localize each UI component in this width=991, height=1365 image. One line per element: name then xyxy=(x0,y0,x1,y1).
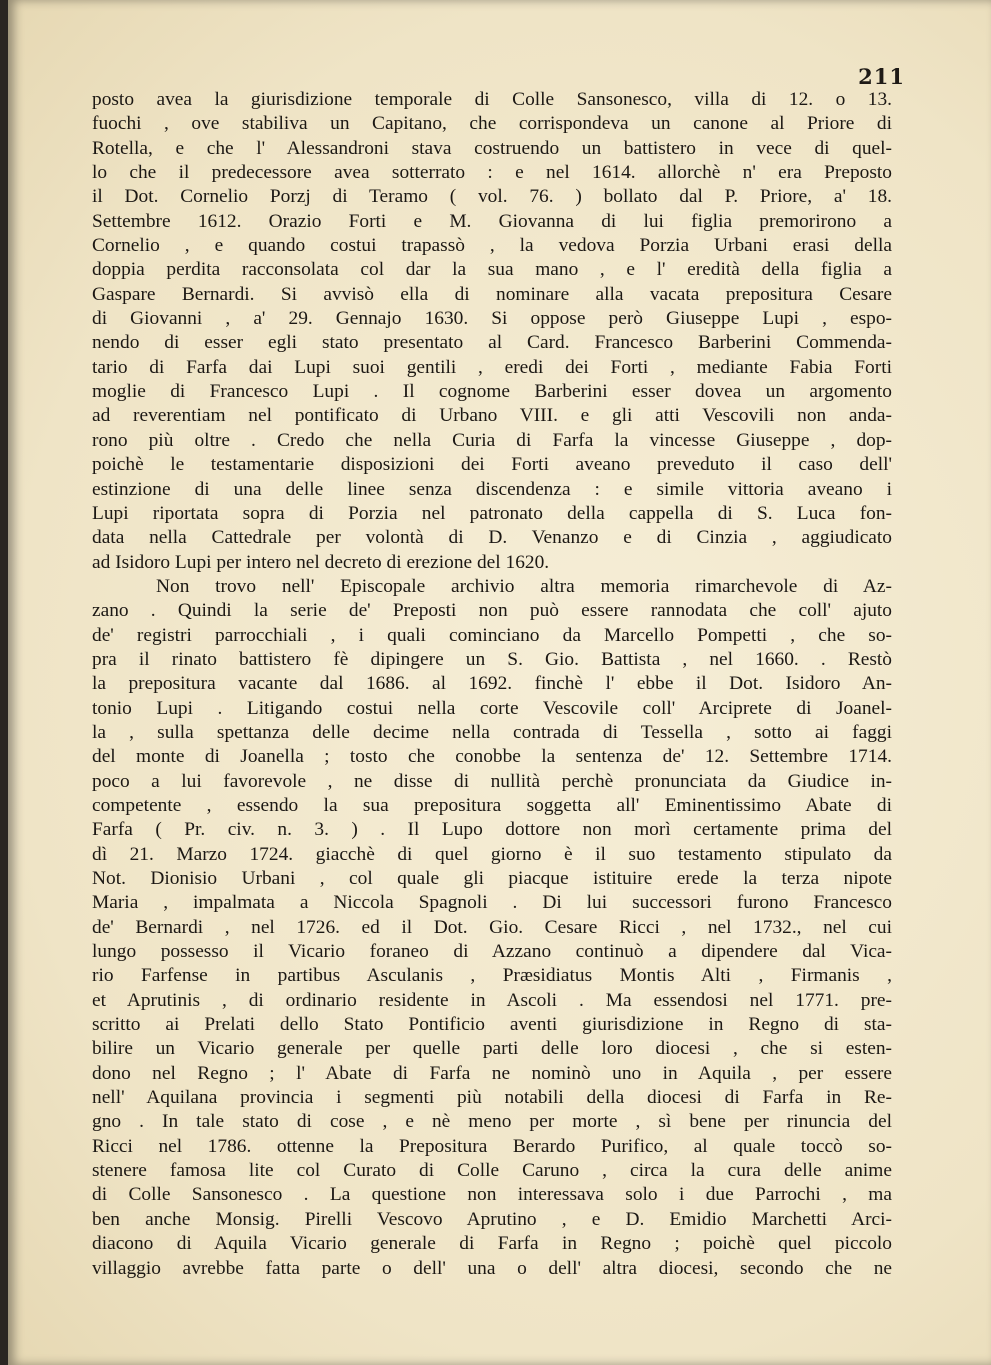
text-line: tario di Farfa dai Lupi suoi gentili , eredi dei Forti , mediante Fabia Forti xyxy=(92,356,892,378)
text-line: tonio Lupi . Litigando costui nella corte Vescovile coll' Arciprete di Joanel- xyxy=(92,697,892,719)
text-line: moglie di Francesco Lupi . Il cognome Barberini esser dovea un argomento xyxy=(92,381,892,403)
text-line: dì 21. Marzo 1724. giacchè di quel giorno è il suo testamento stipulato da xyxy=(92,843,892,865)
text-line: Gaspare Bernardi. Si avvisò ella di nominare alla vacata prepositura Cesare xyxy=(92,283,892,305)
text-line: lungo possesso il Vicario foraneo di Azzano continuò a dipendere dal Vica- xyxy=(92,941,892,963)
text-line: competente , essendo la sua prepositura soggetta all' Eminentissimo Abate di xyxy=(92,794,892,816)
text-line: posto avea la giurisdizione temporale di Colle Sansonesco, villa di 12. o 13. xyxy=(92,89,892,110)
text-line: ben anche Monsig. Pirelli Vescovo Aprutino , e D. Emidio Marchetti Arci- xyxy=(92,1208,892,1230)
paragraph xyxy=(92,575,892,1281)
text-line: rono più oltre . Credo che nella Curia di Farfa la vincesse Giuseppe , dop- xyxy=(92,429,892,451)
text-line: zano . Quindi la serie de' Preposti non può essere rannodata che coll' ajuto xyxy=(92,600,892,622)
text-line: de' Bernardi , nel 1726. ed il Dot. Gio. Cesare Ricci , nel 1732., nel cui xyxy=(92,916,892,938)
text-line: ad reverentiam nel pontificato di Urbano VIII. e gli atti Vescovili non anda- xyxy=(92,405,892,427)
text-line: gno . In tale stato di cose , e nè meno per morte , sì bene per rinuncia del xyxy=(92,1111,892,1133)
book-page xyxy=(8,0,991,1365)
text-line: nendo di esser egli stato presentato al Card. Francesco Barberini Commenda- xyxy=(92,332,892,354)
text-line: bilire un Vicario generale per quelle parti delle loro diocesi , che si esten- xyxy=(92,1038,892,1060)
text-line: Rotella, e che l' Alessandroni stava costruendo un battistero in vece di quel- xyxy=(92,137,892,159)
text-line: la prepositura vacante dal 1686. al 1692. finchè l' ebbe il Dot. Isidoro An- xyxy=(92,673,892,695)
text-line: stenere famosa lite col Curato di Colle Caruno , circa la cura delle anime xyxy=(92,1160,892,1182)
text-line: Lupi riportata sopra di Porzia nel patronato della cappella di S. Luca fon- xyxy=(92,502,892,524)
text-line: rio Farfense in partibus Asculanis , Præsidiatus Montis Alti , Firmanis , xyxy=(92,965,892,987)
text-line: et Aprutinis , di ordinario residente in Ascoli . Ma essendosi nel 1771. pre- xyxy=(92,989,892,1011)
text-line: data nella Cattedrale per volontà di D. Venanzo e di Cinzia , aggiudicato xyxy=(92,527,892,549)
text-line: Cornelio , e quando costui trapassò , la vedova Porzia Urbani erasi della xyxy=(92,235,892,257)
text-line: poichè le testamentarie disposizioni dei Forti aveano preveduto il caso dell' xyxy=(92,454,892,476)
text-line: doppia perdita racconsolata col dar la sua mano , e l' eredità della figlia a xyxy=(92,259,892,281)
text-line: Settembre 1612. Orazio Forti e M. Giovanna di lui figlia premorirono a xyxy=(92,210,892,232)
text-line: Maria , impalmata a Niccola Spagnoli . Di lui successori furono Francesco xyxy=(92,892,892,914)
text-line: di Giovanni , a' 29. Gennajo 1630. Si oppose però Giuseppe Lupi , espo- xyxy=(92,308,892,330)
text-line: il Dot. Cornelio Porzj di Teramo ( vol. 76. ) bollato dal P. Priore, a' 18. xyxy=(92,186,892,208)
text-line: Ricci nel 1786. ottenne la Prepositura Berardo Purifico, al quale toccò so- xyxy=(92,1135,892,1157)
text-line: fuochi , ove stabiliva un Capitano, che corrispondeva un canone al Priore di xyxy=(92,113,892,135)
text-line: estinzione di una delle linee senza discendenza : e simile vittoria aveano i xyxy=(92,478,892,500)
text-line: villaggio avrebbe fatta parte o dell' una o dell' altra diocesi, secondo che ne xyxy=(92,1257,892,1279)
page-number: 211 xyxy=(858,64,905,89)
text-line: ad Isidoro Lupi per intero nel decreto di erezione del 1620. xyxy=(92,551,550,573)
text-line: la , sulla spettanza delle decime nella contrada di Tessella , sotto ai faggi xyxy=(92,721,892,743)
text-line: de' registri parrocchiali , i quali cominciano da Marcello Pompetti , che so- xyxy=(92,624,892,646)
text-line: Non trovo nell' Episcopale archivio altra memoria rimarchevole di Az- xyxy=(156,575,892,597)
text-line: Farfa ( Pr. civ. n. 3. ) . Il Lupo dottore non morì certamente prima del xyxy=(92,819,892,841)
paragraph xyxy=(92,88,892,575)
text-line: poco a lui favorevole , ne disse di nullità perchè pronunciata da Giudice in- xyxy=(92,770,892,792)
text-line: del monte di Joanella ; tosto che conobbe la sentenza de' 12. Settembre 1714. xyxy=(92,746,892,768)
text-line: lo che il predecessore avea sotterrato : e nel 1614. allorchè n' era Preposto xyxy=(92,162,892,184)
text-line: Not. Dionisio Urbani , col quale gli piacque istituire erede la terza nipote xyxy=(92,868,892,889)
text-line: dono nel Regno ; l' Abate di Farfa ne nominò uno in Aquila , per essere xyxy=(92,1062,892,1084)
text-line: scritto ai Prelati dello Stato Pontificio aventi giurisdizione in Regno di sta- xyxy=(92,1014,892,1036)
text-line: nell' Aquilana provincia i segmenti più notabili della diocesi di Farfa in Re- xyxy=(92,1087,892,1109)
text-line: pra il rinato battistero fè dipingere un S. Gio. Battista , nel 1660. . Restò xyxy=(92,648,892,670)
body-text xyxy=(92,88,892,1281)
text-line: diacono di Aquila Vicario generale di Farfa in Regno ; poichè quel piccolo xyxy=(92,1233,892,1255)
text-line: di Colle Sansonesco . La questione non interessava solo i due Parrochi , ma xyxy=(92,1184,892,1206)
